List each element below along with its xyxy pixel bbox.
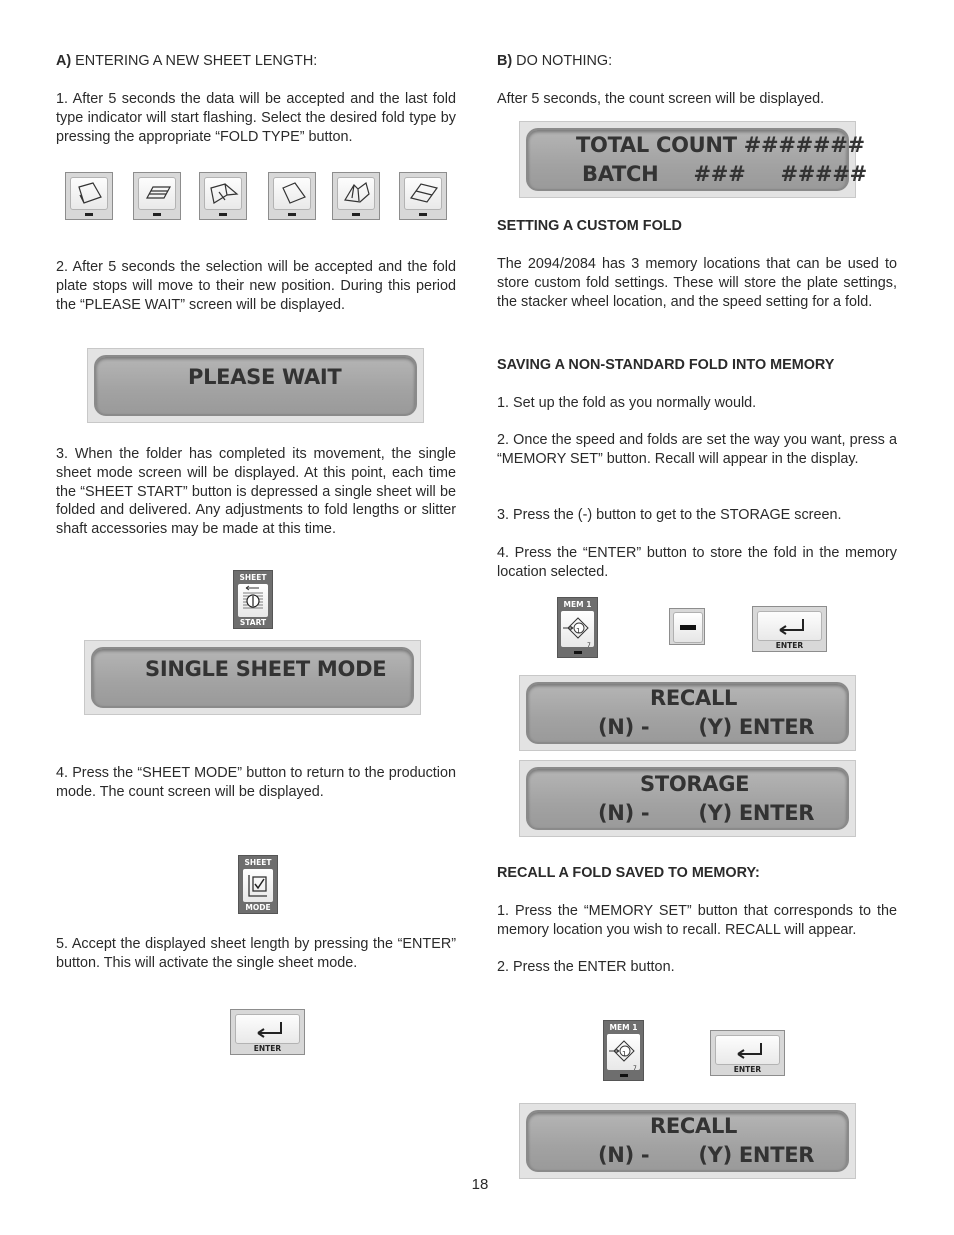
mem-sub-number: 7 [633,1065,637,1072]
recall-line-2: (N) - (Y) ENTER [598,715,815,739]
fold-type-button-3[interactable] [199,172,247,220]
mem-label: MEM 1 [563,600,592,609]
minus-indicator [352,213,360,216]
count-display [519,121,867,198]
sheet-start-button[interactable] [233,570,273,629]
sheet-start-bottom-label: START [239,618,267,627]
step-3-text: 3. When the folder has completed its movement, the single sheet mode screen will be displayed. At this point, each time the “SHEET START” button is depressed a single sheet will be folded and delivered. Any adjustments to fold lengths or slitter shaft accessories may be made at this time. [56,446,456,538]
save-step-2: 2. Once the speed and folds are set the way you want, press a “MEMORY SET” button. Recall will appear in the display. [497,432,897,467]
fold-type-6-icon [404,177,442,210]
sheet-mode-button[interactable] [238,855,278,914]
page-number: 18 [471,1176,489,1193]
recall-display [519,675,856,751]
minus-indicator [288,213,296,216]
recall-heading: RECALL A FOLD SAVED TO MEMORY: [497,865,760,881]
fold-type-1-icon [70,177,108,210]
enter-button[interactable] [710,1030,785,1076]
fold-type-button-6[interactable] [399,172,447,220]
minus-indicator [574,651,582,654]
enter-button[interactable] [752,606,827,652]
step-1-text: 1. After 5 seconds the data will be accepted and the last fold type indicator will start flashing. Select the desired fold type by pressing the appropriate “FOLD TYPE” button. [56,91,456,145]
single-sheet-mode-text: SINGLE SHEET MODE [145,657,387,681]
minus-icon [673,612,703,643]
sheet-start-icon [238,584,268,617]
enter-button[interactable] [230,1009,305,1055]
enter-label: ENTER [775,641,804,650]
minus-indicator [419,213,427,216]
mem-sub-number: 7 [587,642,591,649]
fold-type-4-icon [273,177,311,210]
section-a-heading: A) ENTERING A NEW SHEET LENGTH: [56,53,318,69]
recall-display-2 [519,1103,856,1179]
minus-indicator [620,1074,628,1077]
count-line-1: TOTAL COUNT ####### [576,132,865,157]
sheet-mode-bottom-label: MODE [245,903,271,912]
storage-line-2: (N) - (Y) ENTER [598,800,815,825]
saving-heading: SAVING A NON-STANDARD FOLD INTO MEMORY [497,357,835,373]
custom-fold-heading: SETTING A CUSTOM FOLD [497,218,682,234]
enter-label: ENTER [733,1065,762,1074]
step-5-text: 5. Accept the displayed sheet length by pressing the “ENTER” button. This will activate the single sheet mode. [56,936,456,971]
minus-indicator [85,213,93,216]
enter-icon [715,1035,780,1065]
recall2-line-2: (N) - (Y) ENTER [598,1143,815,1167]
storage-line-1: STORAGE [640,771,750,796]
please-wait-text: PLEASE WAIT [188,365,342,389]
fold-type-button-2[interactable] [133,172,181,220]
memory-set-button[interactable] [603,1020,644,1081]
minus-indicator [219,213,227,216]
memory-icon [607,1034,640,1070]
fold-type-buttons [65,172,455,220]
sheet-mode-icon [243,869,273,902]
mem-circle-number: 1 [622,1050,627,1058]
step-4-text: 4. Press the “SHEET MODE” button to return to the production mode. The count screen will be displayed. [56,765,456,800]
recall-step-2: 2. Press the ENTER button. [497,959,675,975]
memory-icon [561,611,594,647]
recall-step-1: 1. Press the “MEMORY SET” button that corresponds to the memory location you wish to recall. RECALL will appear. [497,903,897,938]
count-line-2: BATCH ### ##### [582,161,867,186]
please-wait-display [87,348,424,423]
step-2-text: 2. After 5 seconds the selection will be accepted and the fold plate stops will move to their new position. During this period the “PLEASE WAIT” screen will be displayed. [56,259,456,313]
save-step-4: 4. Press the “ENTER” button to store the fold in the memory location selected. [497,545,897,580]
fold-type-button-5[interactable] [332,172,380,220]
section-b-text: After 5 seconds, the count screen will be displayed. [497,91,825,107]
storage-display [519,760,856,837]
mem-label: MEM 1 [609,1023,638,1032]
enter-label: ENTER [253,1044,282,1053]
single-sheet-mode-display [84,640,421,715]
sheet-mode-top-label: SHEET [244,858,272,867]
minus-button[interactable] [669,608,705,645]
recall-line-1: RECALL [650,686,738,710]
save-step-3: 3. Press the (-) button to get to the STORAGE screen. [497,507,842,523]
save-step-1: 1. Set up the fold as you normally would. [497,395,757,411]
enter-icon [757,611,822,641]
sheet-start-top-label: SHEET [239,573,267,582]
enter-icon [235,1014,300,1044]
custom-fold-text: The 2094/2084 has 3 memory locations that can be used to store custom fold settings. These will store the plate settings, the stacker wheel location, and the speed setting for a fold. [497,256,897,310]
memory-set-button[interactable] [557,597,598,658]
fold-type-2-icon [138,177,176,210]
fold-type-3-icon [204,177,242,210]
fold-type-button-4[interactable] [268,172,316,220]
minus-indicator [153,213,161,216]
fold-type-5-icon [337,177,375,210]
recall2-line-1: RECALL [650,1114,738,1138]
fold-type-button-1[interactable] [65,172,113,220]
section-b-heading: B) DO NOTHING: [497,53,613,69]
mem-circle-number: 1 [576,627,581,635]
